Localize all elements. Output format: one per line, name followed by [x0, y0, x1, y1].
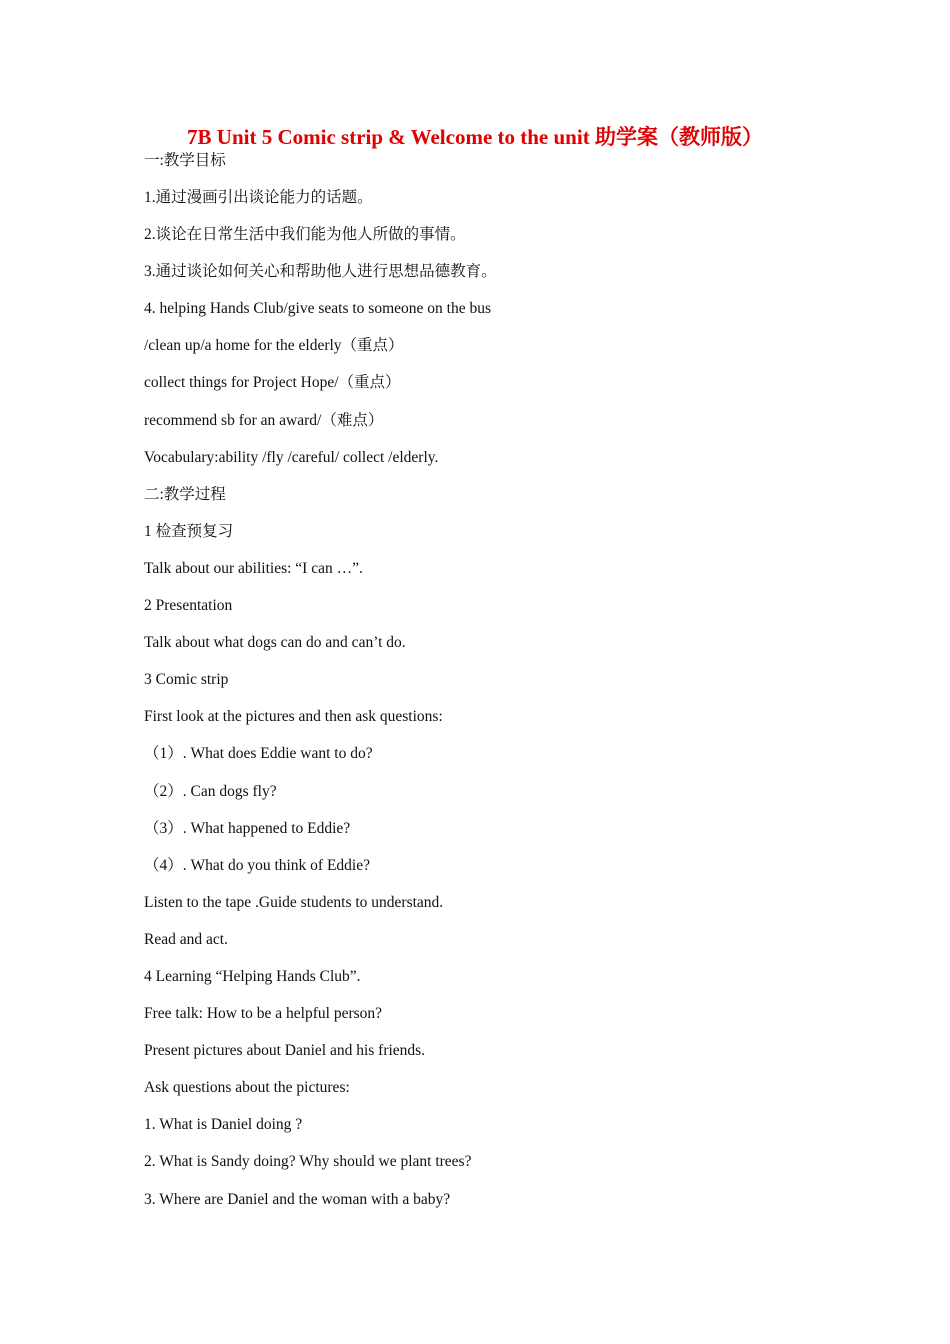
picture-question-3: 3. Where are Daniel and the woman with a baby? — [144, 1190, 451, 1208]
goal-item-4-cont-3: recommend sb for an award/（难点） — [144, 411, 384, 429]
question-2: （2）. Can dogs fly? — [144, 782, 277, 800]
goal-item-4-cont-2: collect things for Project Hope/（重点） — [144, 374, 401, 392]
goal-item-4: 4. helping Hands Club/give seats to someone on the bus — [144, 300, 491, 318]
step-2-heading: 2 Presentation — [144, 597, 233, 615]
picture-question-1: 1. What is Daniel doing ? — [144, 1116, 303, 1134]
section-heading-process: 二:教学过程 — [144, 485, 226, 503]
goal-item-1: 1.通过漫画引出谈论能力的话题。 — [144, 189, 373, 206]
goal-item-4-cont-1: /clean up/a home for the elderly（重点） — [144, 337, 404, 355]
free-talk-text: Free talk: How to be a helpful person? — [144, 1005, 383, 1023]
step-3-heading: 3 Comic strip — [144, 671, 229, 689]
section-heading-goals: 一:教学目标 — [144, 152, 226, 169]
step-4-heading: 4 Learning “Helping Hands Club”. — [144, 967, 361, 985]
step-1-heading: 1 检查预复习 — [144, 522, 234, 540]
question-1: （1）. What does Eddie want to do? — [144, 745, 373, 763]
document-body — [144, 148, 844, 1224]
vocabulary-line: Vocabulary:ability /fly /careful/ collect /elderly. — [144, 448, 439, 466]
ask-questions-text: Ask questions about the pictures: — [144, 1079, 350, 1097]
step-2-text: Talk about what dogs can do and can’t do. — [144, 634, 406, 652]
read-text: Read and act. — [144, 930, 228, 948]
step-3-text: First look at the pictures and then ask questions: — [144, 708, 443, 726]
present-text: Present pictures about Daniel and his friends. — [144, 1042, 426, 1060]
document-title: 7B Unit 5 Comic strip & Welcome to the unit 助学案（教师版） — [187, 125, 763, 149]
question-4: （4）. What do you think of Eddie? — [144, 856, 370, 874]
picture-question-2: 2. What is Sandy doing? Why should we plant trees? — [144, 1153, 472, 1171]
step-1-text: Talk about our abilities: “I can …”. — [144, 559, 363, 577]
goal-item-2: 2.谈论在日常生活中我们能为他人所做的事情。 — [144, 226, 466, 244]
listen-text: Listen to the tape .Guide students to understand. — [144, 893, 444, 911]
goal-item-3: 3.通过谈论如何关心和帮助他人进行思想品德教育。 — [144, 263, 497, 281]
question-3: （3）. What happened to Eddie? — [144, 819, 351, 837]
